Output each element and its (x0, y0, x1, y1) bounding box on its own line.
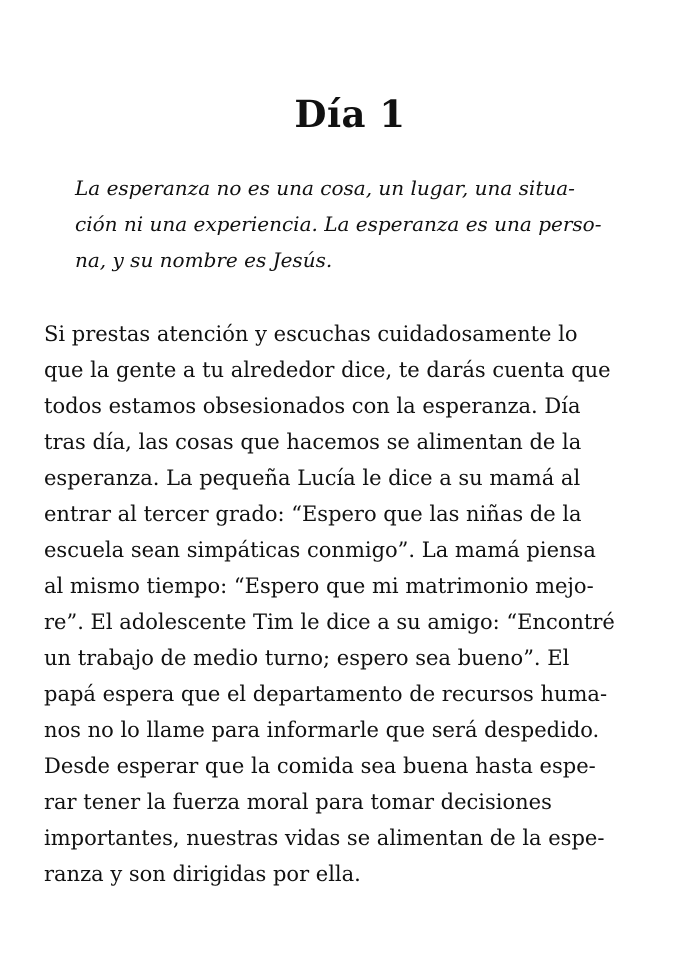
paragraph-line: re”. El adolescente Tim le dice a su amigo: “Encontré (44, 610, 615, 634)
paragraph-line: papá espera que el departamento de recursos huma- (44, 682, 608, 706)
epigraph-line: ción ni una experiencia. La esperanza es una perso- (75, 212, 602, 236)
paragraph-line: que la gente a tu alrededor dice, te darás cuenta que (44, 358, 611, 382)
paragraph-line: escuela sean simpáticas conmigo”. La mamá piensa (44, 538, 596, 562)
paragraph-line: un trabajo de medio turno; espero sea bueno”. El (44, 646, 570, 670)
epigraph-line: na, y su nombre es Jesús. (75, 248, 333, 272)
paragraph-line: entrar al tercer grado: “Espero que las niñas de la (44, 502, 582, 526)
chapter-title: Día 1 (294, 92, 406, 136)
paragraph-line: importantes, nuestras vidas se alimentan de la espe- (44, 826, 605, 850)
body-paragraph (44, 316, 664, 892)
paragraph-line: Si prestas atención y escuchas cuidadosamente lo (44, 322, 578, 346)
paragraph-line: rar tener la fuerza moral para tomar decisiones (44, 790, 552, 814)
epigraph-quote (75, 170, 635, 278)
paragraph-line: ranza y son dirigidas por ella. (44, 862, 361, 886)
paragraph-line: todos estamos obsesionados con la esperanza. Día (44, 394, 581, 418)
paragraph-line: nos no lo llame para informarle que será despedido. (44, 718, 600, 742)
paragraph-line: al mismo tiempo: “Espero que mi matrimonio mejo- (44, 574, 594, 598)
paragraph-line: esperanza. La pequeña Lucía le dice a su mamá al (44, 466, 581, 490)
epigraph-line: La esperanza no es una cosa, un lugar, una situa- (75, 176, 575, 200)
paragraph-line: tras día, las cosas que hacemos se alimentan de la (44, 430, 582, 454)
paragraph-line: Desde esperar que la comida sea buena hasta espe- (44, 754, 596, 778)
